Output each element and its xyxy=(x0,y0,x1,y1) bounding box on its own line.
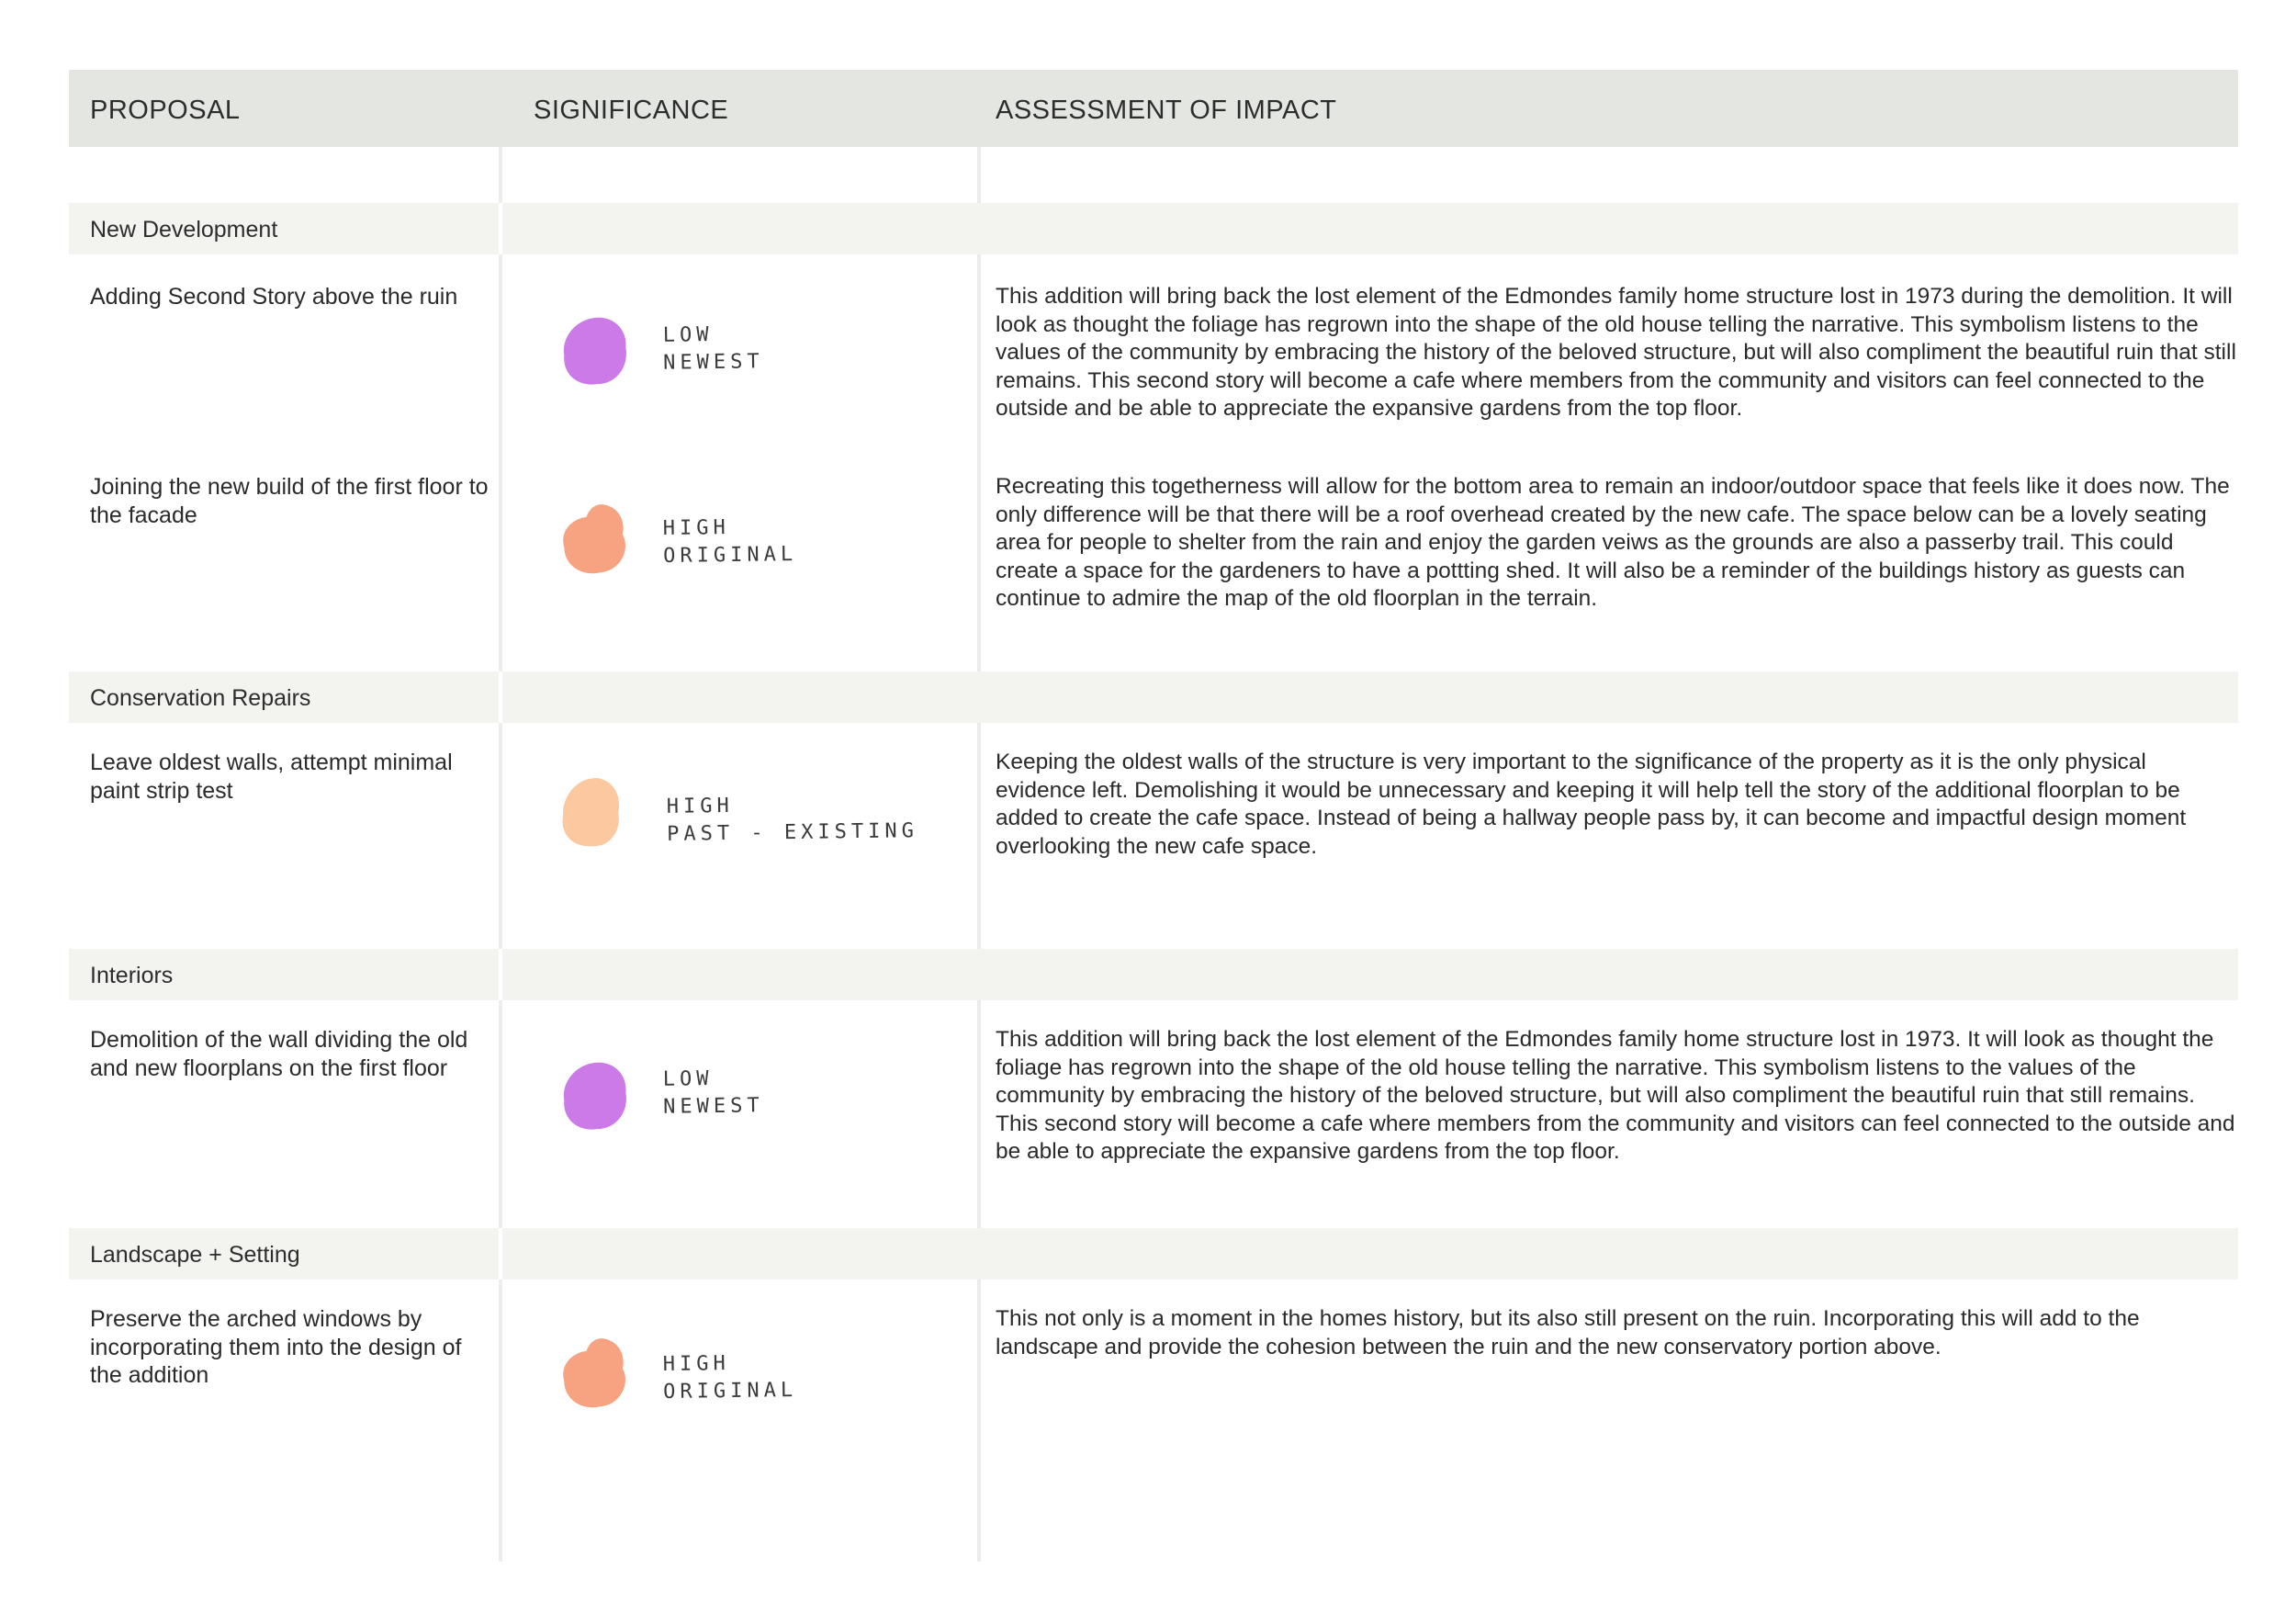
section-divider xyxy=(499,203,502,254)
assessment-text: This addition will bring back the lost element of the Edmondes family home structure lost in 1973. It will look as thought the foliage has regrown into the shape of the old house telling the narrative. This symbolism listens to the values of the community by embracing the history of the beloved structure, but will also compliment the beautiful ruin that still remains. This second story will become a cafe where members from the community and visitors can feel connected to the outside and be able to appreciate the expansive gardens from the top floor. xyxy=(996,1027,2235,1164)
section-new-development xyxy=(69,203,2238,254)
section-divider xyxy=(499,949,502,1000)
significance-level: LOW xyxy=(662,323,714,347)
significance-period: NEWEST xyxy=(663,350,764,375)
significance-blob xyxy=(555,500,634,579)
significance-blob xyxy=(555,311,634,390)
blob-shape xyxy=(563,778,620,846)
blob-shape xyxy=(564,1063,626,1130)
table-header xyxy=(69,70,2238,147)
significance-level: HIGH xyxy=(666,794,734,818)
significance-level: HIGH xyxy=(662,516,730,541)
significance-blob xyxy=(552,773,631,852)
significance-label xyxy=(663,321,764,378)
column-divider xyxy=(977,147,981,1562)
section-divider xyxy=(499,1228,502,1280)
header-assessment: ASSESSMENT OF IMPACT xyxy=(996,96,1337,125)
significance-level: LOW xyxy=(662,1067,714,1091)
section-interiors xyxy=(69,949,2238,1000)
proposal-text: Demolition of the wall dividing the old and new floorplans on the first floor xyxy=(90,1027,468,1081)
section-landscape xyxy=(69,1228,2238,1280)
proposal-text: Preserve the arched windows by incorporating them into the design of the addition xyxy=(90,1306,462,1388)
blob-shape xyxy=(563,504,625,573)
section-label: Landscape + Setting xyxy=(90,1242,300,1268)
section-divider xyxy=(499,671,502,723)
significance-blob xyxy=(555,1056,634,1135)
section-label: New Development xyxy=(90,217,278,242)
section-label: Conservation Repairs xyxy=(90,685,311,711)
blob-shape xyxy=(564,318,626,385)
section-label: Interiors xyxy=(90,963,174,988)
assessment-text: Keeping the oldest walls of the structure is very important to the significance of the property as it is the only physical evidence left. Demolishing it would be unnecessary and keeping it will help tell the story of the additional floorplan to be added to create the cafe space. Instead of being a hallway people pass by, it can become and impactful design moment overlooking the new cafe space. xyxy=(996,750,2187,859)
header-proposal: PROPOSAL xyxy=(90,96,241,125)
section-conservation-repairs xyxy=(69,671,2238,723)
significance-level: HIGH xyxy=(662,1352,730,1377)
significance-blob xyxy=(555,1334,634,1413)
proposal-text: Joining the new build of the first floor to the facade xyxy=(90,474,489,528)
significance-label xyxy=(663,513,798,570)
column-divider xyxy=(499,147,502,1562)
significance-period: PAST - EXISTING xyxy=(667,819,919,846)
header-significance: SIGNIFICANCE xyxy=(534,96,729,125)
significance-period: NEWEST xyxy=(663,1094,764,1119)
assessment-text: This not only is a moment in the homes history, but its also still present on the ruin. Incorporating this will add to the landscape and provide the cohesion between the ruin and the new conservatory portion above. xyxy=(996,1306,2140,1359)
significance-label xyxy=(663,1349,798,1406)
assessment-text: This addition will bring back the lost element of the Edmondes family home structure lost in 1973 during the demolition. It will look as thought the foliage has regrown into the shape of the old house telling the narrative. This symbolism listens to the values of the community by embracing the history of the beloved structure, but will also compliment the beautiful ruin that still remains. This second story will become a cafe where members from the community and visitors can feel connected to the outside and be able to appreciate the expansive gardens from the top floor. xyxy=(996,284,2236,421)
significance-label xyxy=(663,1065,764,1122)
blob-shape xyxy=(563,1338,625,1407)
proposal-text: Leave oldest walls, attempt minimal paint strip test xyxy=(90,750,453,804)
assessment-text: Recreating this togetherness will allow for the bottom area to remain an indoor/outdoor space that feels like it does now. The only difference will be that there will be a roof overhead created by the new cafe. The space below can be a lovely seating area for people to shelter from the rain and enjoy the garden veiws as the grounds are also a passerby trail. This could create a space for the gardeners to have a pottting shed. It will also be a reminder of the buildings history as guests can continue to admire the map of the old floorplan in the terrain. xyxy=(996,474,2230,611)
proposal-text: Adding Second Story above the ruin xyxy=(90,284,458,310)
significance-label xyxy=(667,790,918,849)
significance-period: ORIGINAL xyxy=(663,1378,798,1404)
significance-period: ORIGINAL xyxy=(663,542,798,569)
